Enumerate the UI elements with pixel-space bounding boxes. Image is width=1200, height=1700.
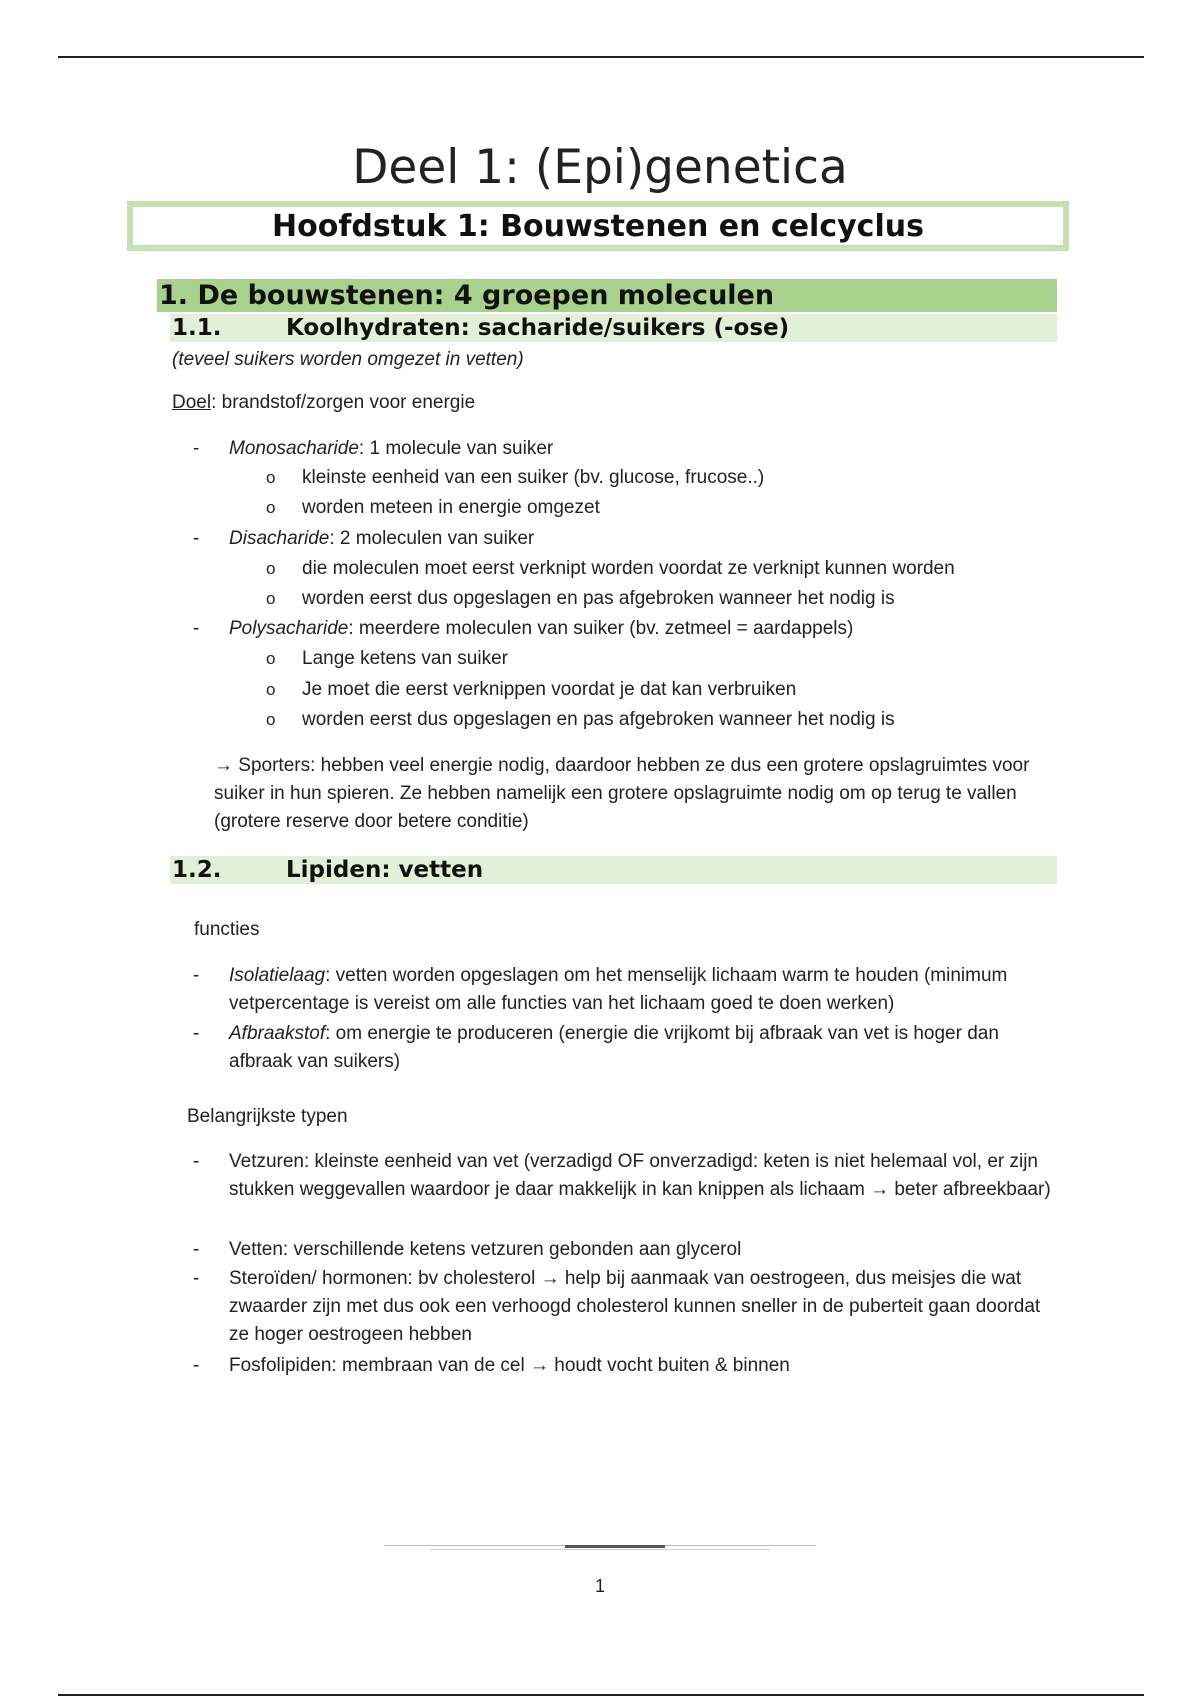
dash-bullet: -	[193, 438, 200, 459]
term-desc: : 1 molecule van suiker	[358, 438, 554, 459]
subsection-heading-1-2	[170, 856, 1057, 884]
dash-bullet: -	[193, 528, 200, 549]
term-desc: : 2 moleculen van suiker	[329, 528, 535, 549]
dash-bullet: -	[193, 1239, 200, 1260]
sub-item-text: die moleculen moet eerst verknipt worden voordat ze verknipt kunnen worden	[302, 558, 955, 579]
list-item-text: Steroïden/ hormonen: bv cholesterol → help bij aanmaak van oestrogeen, dus meisjes die wat zwaarder zijn met dus ook een verhoogd cholesterol kunnen sneller in de puberteit gaan doordat ze hoger oestrogeen hebben	[229, 1268, 1041, 1345]
term-desc: : meerdere moleculen van suiker (bv. zetmeel = aardappels)	[348, 618, 854, 639]
dash-bullet: -	[193, 618, 200, 639]
typen-label: Belangrijkste typen	[187, 1106, 348, 1127]
footer-border	[58, 1694, 1144, 1696]
list-item-text: Fosfolipiden: membraan van de cel → houdt vocht buiten & binnen	[229, 1355, 790, 1376]
term: Afbraakstof	[229, 1023, 326, 1044]
dash-bullet: -	[193, 1151, 200, 1172]
header-rule	[58, 56, 1144, 58]
circle-bullet: o	[266, 680, 276, 699]
term-desc: : om energie te produceren (energie die vrijkomt bij afbraak van vet is hoger dan afbraak van suikers)	[229, 1023, 999, 1072]
document-title: Deel 1: (Epi)genetica	[352, 140, 848, 195]
circle-bullet: o	[266, 559, 276, 578]
circle-bullet: o	[266, 468, 276, 487]
circle-bullet: o	[266, 710, 276, 729]
list-item-text: Vetten: verschillende ketens vetzuren gebonden aan glycerol	[229, 1239, 742, 1260]
sub-item-text: Je moet die eerst verknippen voordat je dat kan verbruiken	[302, 679, 797, 700]
term: Isolatielaag	[229, 965, 326, 986]
doel-line	[172, 389, 475, 417]
sub-item-text: kleinste eenheid van een suiker (bv. glucose, frucose..)	[302, 467, 765, 488]
sub-item-text: worden eerst dus opgeslagen en pas afgebroken wanneer het nodig is	[302, 588, 895, 609]
section-heading-1	[157, 279, 1057, 312]
subsection-number: 1.1.	[172, 315, 222, 341]
dash-bullet: -	[193, 1355, 200, 1376]
subsection-heading-1-1	[170, 314, 1057, 342]
term: Polysacharide	[229, 618, 349, 639]
section-title: De bouwstenen: 4 groepen moleculen	[197, 280, 775, 311]
term-desc: : vetten worden opgeslagen om het menselijk lichaam warm te houden (minimum vetpercentage is vereist om alle functies van het lichaam goed te doen werken)	[229, 965, 1008, 1014]
list-item-text: Vetzuren: kleinste eenheid van vet (verzadigd OF onverzadigd: keten is niet helemaal vol, er zijn stukken weggevallen waardoor je daar makkelijk in kan knippen als lichaam → beter afbreekbaar)	[229, 1151, 1051, 1200]
section-number: 1.	[159, 280, 189, 311]
term: Disacharide	[229, 528, 330, 549]
dash-bullet: -	[193, 965, 200, 986]
footer-rule	[565, 1545, 665, 1548]
subsection-title: Koolhydraten: sacharide/suikers (-ose)	[286, 315, 790, 341]
dash-bullet: -	[193, 1023, 200, 1044]
note-text: (teveel suikers worden omgezet in vetten)	[172, 349, 524, 370]
subsection-title: Lipiden: vetten	[286, 857, 484, 883]
functies-label: functies	[194, 919, 260, 940]
chapter-heading: Hoofdstuk 1: Bouwstenen en celcyclus	[127, 201, 1069, 251]
sub-item-text: worden meteen in energie omgezet	[302, 497, 600, 518]
doel-label: Doel	[172, 392, 212, 413]
dash-bullet: -	[193, 1268, 200, 1289]
sub-item-text: worden eerst dus opgeslagen en pas afgebroken wanneer het nodig is	[302, 709, 895, 730]
circle-bullet: o	[266, 649, 276, 668]
sub-item-text: Lange ketens van suiker	[302, 648, 508, 669]
page-number: 1	[594, 1576, 605, 1596]
footer-rule	[430, 1549, 770, 1550]
term: Monosacharide	[229, 438, 359, 459]
circle-bullet: o	[266, 589, 276, 608]
sporters-paragraph: → Sporters: hebben veel energie nodig, daardoor hebben ze dus een grotere opslagruimtes voor suiker in hun spieren. Ze hebben namelijk een grotere opslagruimte nodig om op terug te vallen (grotere reserve door betere conditie)	[214, 755, 1030, 832]
doel-text: : brandstof/zorgen voor energie	[211, 392, 476, 413]
circle-bullet: o	[266, 498, 276, 517]
subsection-number: 1.2.	[172, 857, 222, 883]
